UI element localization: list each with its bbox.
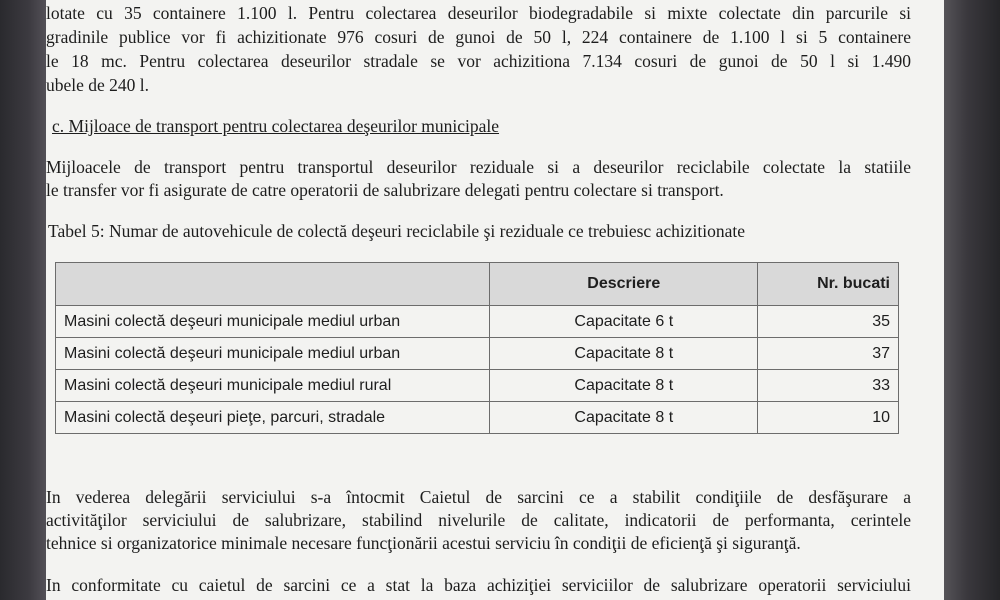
capacity-cell: Capacitate 8 t [490,370,758,402]
paragraph-line: le transfer vor fi asigurate de catre operatorii de salubrizare delegati pentru colectare si transport. [46,180,724,200]
paragraph-line: lotate cu 35 containere 1.100 l. Pentru colectarea deseurilor biodegradabile si mixte colectate din parcurile si [46,3,911,23]
vehicle-type-cell: Masini colectă deşeuri municipale mediul urban [56,338,490,370]
paragraph-line: activităţilor serviciului de salubrizare, stabilind nivelurile de calitate, indicatorii de performanta, cerintele [46,510,911,530]
count-cell: 10 [758,402,899,434]
column-header-description: Descriere [490,263,758,306]
column-header-count: Nr. bucati [758,263,899,306]
vehicle-type-cell: Masini colectă deşeuri pieţe, parcuri, stradale [56,402,490,434]
document-page [46,0,944,600]
capacity-cell: Capacitate 8 t [490,338,758,370]
vehicles-table [55,262,899,434]
count-cell: 37 [758,338,899,370]
table-row [56,338,899,370]
section-heading: c. Mijloace de transport pentru colectarea deşeurilor municipale [52,116,500,136]
column-header [56,263,490,306]
photo-background-right [940,0,1000,600]
capacity-cell: Capacitate 8 t [490,402,758,434]
vehicle-type-cell: Masini colectă deşeuri municipale mediul rural [56,370,490,402]
paragraph-line: le 18 mc. Pentru colectarea deseurilor stradale se vor achizitiona 7.134 cosuri de gunoi de 50 l si 1.490 [46,51,911,71]
table-row [56,370,899,402]
table-caption: Tabel 5: Numar de autovehicule de colectă deşeuri reciclabile şi reziduale ce trebuiesc achizitionate [48,221,745,241]
paragraph-line: gradinile publice vor fi achizitionate 976 cosuri de gunoi de 50 l, 224 containere de 1.100 l si 5 containere [46,27,911,47]
paragraph-line: Mijloacele de transport pentru transportul deseurilor reziduale si a deseurilor reciclabile colectate la statiile [46,157,911,177]
paragraph-line: ubele de 240 l. [46,75,150,95]
paragraph-line: In vederea delegării serviciului s-a întocmit Caietul de sarcini ce a stabilit condiţiile de desfăşurare a [46,487,911,507]
count-cell: 33 [758,370,899,402]
table-header-row [56,263,899,306]
paragraph-line: In conformitate cu caietul de sarcini ce a stat la baza achiziţiei serviciilor de salubrizare operatorii serviciului [46,575,911,595]
count-cell: 35 [758,306,899,338]
photo-background-left [0,0,48,600]
paragraph-line: tehnice si organizatorice minimale necesare funcţionării acestui serviciu în condiţii de eficienţă şi siguranţă. [46,533,801,553]
vehicle-type-cell: Masini colectă deşeuri municipale mediul urban [56,306,490,338]
capacity-cell: Capacitate 6 t [490,306,758,338]
table-row [56,402,899,434]
table-row [56,306,899,338]
